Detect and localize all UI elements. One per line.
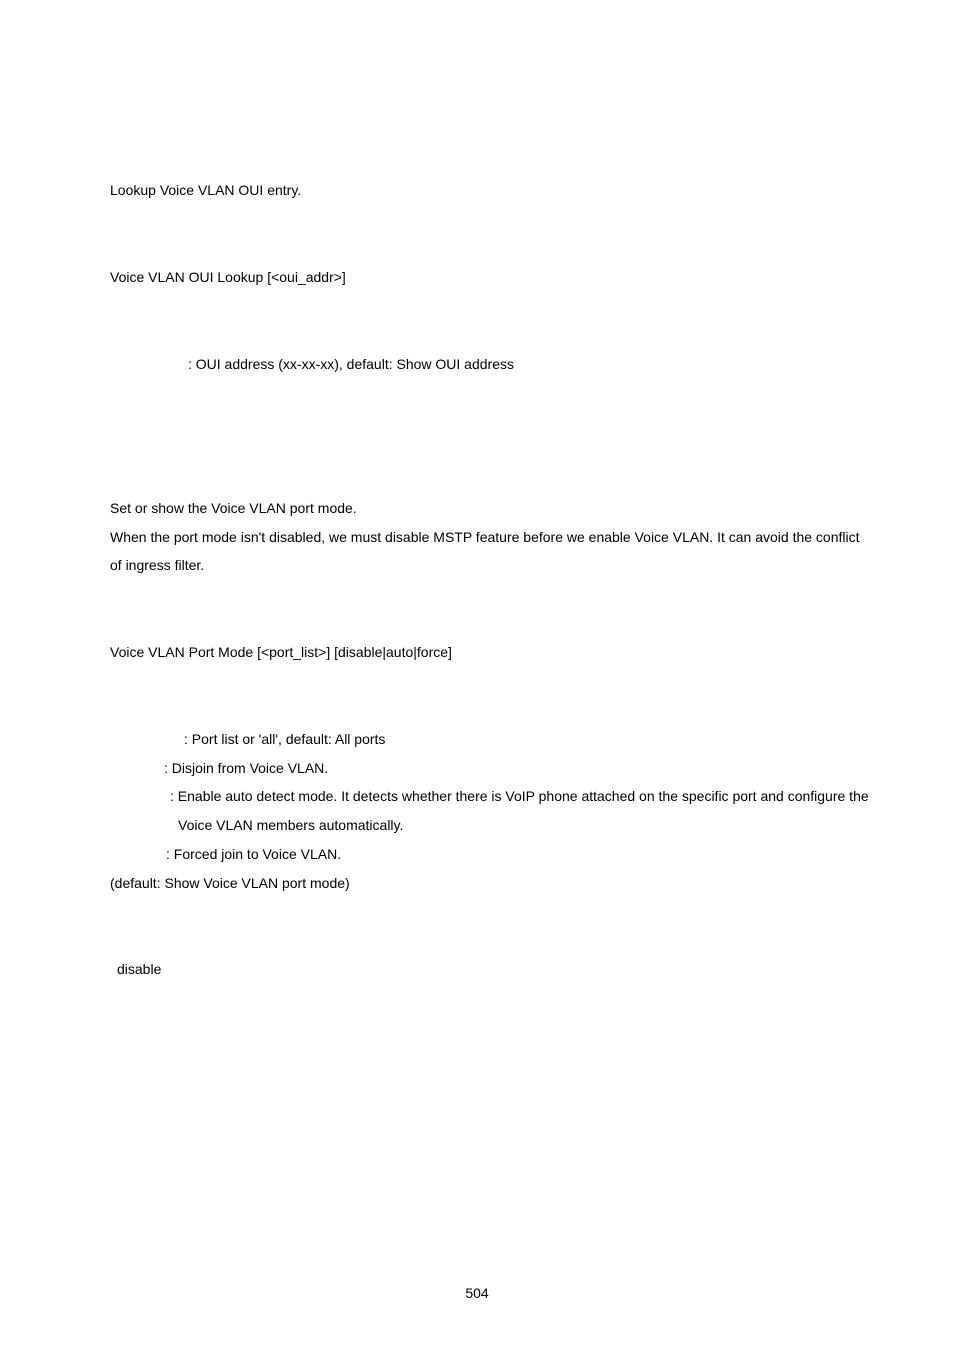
auto-param-description-continued: Voice VLAN members automatically. <box>178 817 404 833</box>
oui-lookup-syntax: Voice VLAN OUI Lookup [<oui_addr>] <box>110 269 346 285</box>
disable-param-description: : Disjoin from Voice VLAN. <box>164 760 329 776</box>
port-mode-default-value: disable <box>117 961 162 977</box>
port-mode-syntax: Voice VLAN Port Mode [<port_list>] [disable|auto|force] <box>110 644 452 660</box>
oui-lookup-description: Lookup Voice VLAN OUI entry. <box>110 182 302 198</box>
oui-addr-param-description: : OUI address (xx-xx-xx), default: Show OUI address <box>188 356 514 372</box>
port-mode-default-note: (default: Show Voice VLAN port mode) <box>110 875 350 891</box>
page-number: 504 <box>465 1285 489 1301</box>
port-mode-description: Set or show the Voice VLAN port mode. <box>110 500 357 516</box>
port-list-param-description: : Port list or 'all', default: All ports <box>184 731 386 747</box>
port-mode-description-note-continued: of ingress filter. <box>110 557 205 573</box>
force-param-description: : Forced join to Voice VLAN. <box>166 846 342 862</box>
auto-param-description: : Enable auto detect mode. It detects whether there is VoIP phone attached on the specific port and configure the <box>170 788 869 804</box>
port-mode-description-note: When the port mode isn't disabled, we must disable MSTP feature before we enable Voice VLAN. It can avoid the conflict <box>110 529 860 545</box>
